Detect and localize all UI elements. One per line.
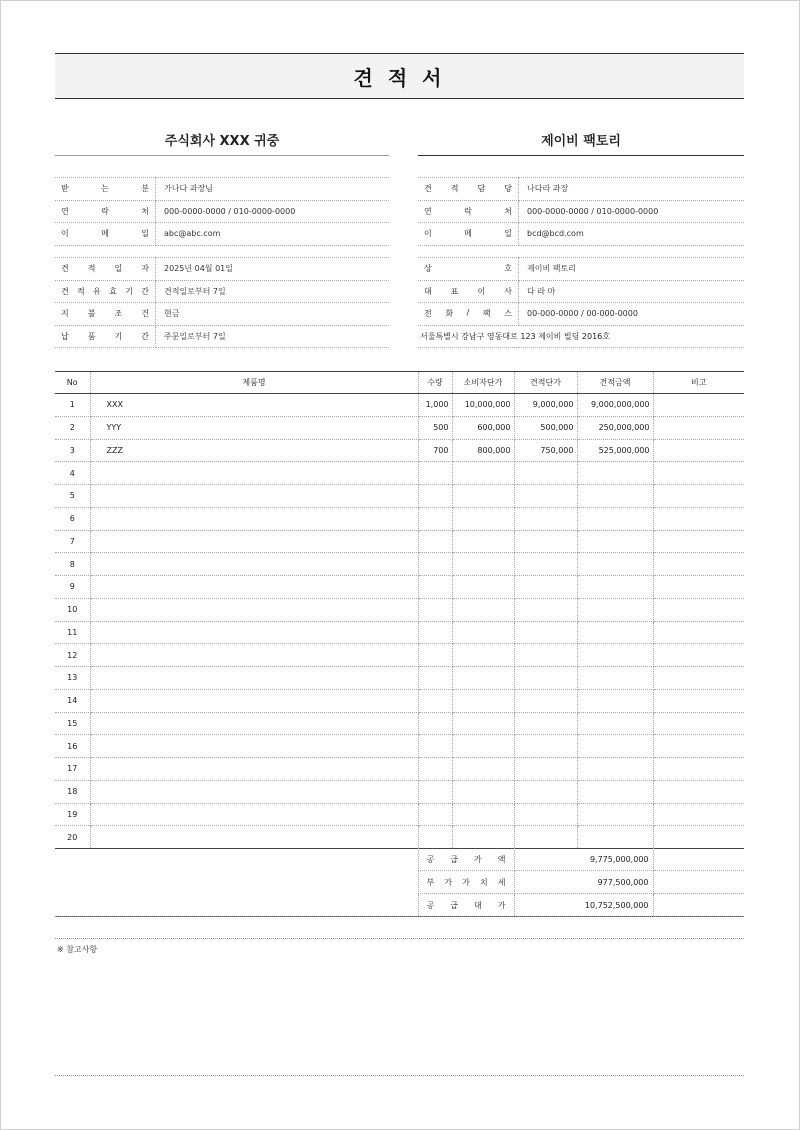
cell-name <box>90 712 418 735</box>
cell-list-price <box>452 485 514 508</box>
cell-qty: 1,000 <box>418 394 452 417</box>
cell-amount <box>577 780 653 803</box>
cell-note <box>653 507 744 530</box>
cell-name <box>90 758 418 781</box>
cell-unit-price <box>514 598 577 621</box>
info-label-char: / <box>466 308 470 318</box>
info-label-char: 처 <box>504 206 512 216</box>
info-label <box>418 178 519 201</box>
info-row <box>55 325 389 348</box>
cell-amount <box>577 462 653 485</box>
cell-list-price: 600,000 <box>452 416 514 439</box>
info-label <box>418 258 519 281</box>
cell-name <box>90 621 418 644</box>
cell-no: 4 <box>55 462 90 485</box>
info-label-char: 메 <box>464 229 472 239</box>
info-label-char: 는 <box>101 184 109 194</box>
cell-qty <box>418 553 452 576</box>
total-value: 9,775,000,000 <box>514 848 653 871</box>
info-label-char: 연 <box>61 206 69 216</box>
info-label-char: 메 <box>101 229 109 239</box>
cell-unit-price <box>514 735 577 758</box>
table-row <box>55 780 744 803</box>
cell-amount <box>577 667 653 690</box>
total-label <box>418 871 514 894</box>
info-label-char: 분 <box>141 184 149 194</box>
cell-qty <box>418 644 452 667</box>
table-row <box>55 712 744 735</box>
table-row <box>55 507 744 530</box>
table-row <box>55 530 744 553</box>
cell-amount <box>577 712 653 735</box>
cell-unit-price <box>514 553 577 576</box>
info-row <box>418 280 744 303</box>
cell-note <box>653 826 744 849</box>
info-label <box>55 223 156 246</box>
info-label-char: 간 <box>141 331 149 341</box>
cell-note <box>653 803 744 826</box>
table-row <box>55 735 744 758</box>
cell-amount: 525,000,000 <box>577 439 653 462</box>
info-label-char: 적 <box>77 286 85 296</box>
cell-no: 14 <box>55 689 90 712</box>
cell-note <box>653 689 744 712</box>
cell-amount <box>577 621 653 644</box>
info-label-char: 유 <box>93 286 101 296</box>
info-value: 나다라 과장 <box>519 178 745 201</box>
info-value: 가나다 과장님 <box>156 178 390 201</box>
cell-amount <box>577 530 653 553</box>
supplier-address: 서울특별시 강남구 영동대로 123 제이비 빌딩 2016호 <box>418 325 744 348</box>
info-label-char: 처 <box>141 206 149 216</box>
supplier-contact-table <box>418 177 744 246</box>
info-label-char: 건 <box>141 309 149 319</box>
cell-unit-price <box>514 689 577 712</box>
info-label-char: 이 <box>424 229 432 239</box>
cell-no: 1 <box>55 394 90 417</box>
info-label-char: 표 <box>450 286 459 296</box>
table-row <box>55 576 744 599</box>
total-label-char: 가 <box>444 877 453 887</box>
info-label-char: 상 <box>424 264 432 274</box>
table-row <box>55 758 744 781</box>
info-label-char: 자 <box>141 264 149 274</box>
info-label-char: 연 <box>424 206 432 216</box>
cell-qty <box>418 689 452 712</box>
note-label: ※ 참고사항 <box>57 945 98 954</box>
info-value: abc@abc.com <box>156 223 390 246</box>
cell-list-price <box>452 644 514 667</box>
recipient-heading: 주식회사 XXX 귀중 <box>55 123 389 156</box>
cell-qty: 700 <box>418 439 452 462</box>
cell-name <box>90 507 418 530</box>
info-row <box>55 258 389 281</box>
cell-list-price: 800,000 <box>452 439 514 462</box>
cell-name <box>90 667 418 690</box>
info-label <box>55 200 156 223</box>
cell-name: XXX <box>90 394 418 417</box>
cell-amount <box>577 507 653 530</box>
info-label-char: 받 <box>61 184 69 194</box>
cell-unit-price <box>514 780 577 803</box>
info-label <box>55 178 156 201</box>
info-label-char: 효 <box>109 286 117 296</box>
info-label <box>55 303 156 326</box>
info-label-char: 불 <box>87 309 96 319</box>
info-label-char: 화 <box>445 309 454 319</box>
info-label <box>418 303 519 326</box>
cell-name <box>90 530 418 553</box>
cell-unit-price <box>514 576 577 599</box>
cell-list-price <box>452 667 514 690</box>
cell-no: 11 <box>55 621 90 644</box>
cell-name <box>90 644 418 667</box>
cell-amount <box>577 576 653 599</box>
cell-unit-price <box>514 485 577 508</box>
info-label <box>418 280 519 303</box>
supplier-heading: 제이비 팩토리 <box>418 123 744 156</box>
info-label-char: 팩 <box>482 309 491 319</box>
cell-qty <box>418 507 452 530</box>
cell-note <box>653 621 744 644</box>
cell-note <box>653 735 744 758</box>
cell-list-price <box>452 826 514 849</box>
cell-unit-price <box>514 667 577 690</box>
table-row <box>55 394 744 417</box>
cell-no: 10 <box>55 598 90 621</box>
info-label-char: 적 <box>450 184 459 194</box>
info-value: 주문일로부터 7일 <box>156 325 390 348</box>
info-label-char: 락 <box>101 206 109 216</box>
table-row <box>55 667 744 690</box>
info-label-char: 납 <box>61 331 69 341</box>
info-row <box>55 178 389 201</box>
cell-unit-price <box>514 826 577 849</box>
cell-no: 13 <box>55 667 90 690</box>
info-label-char: 간 <box>141 286 149 296</box>
table-row <box>55 826 744 849</box>
info-label-char: 적 <box>87 264 96 274</box>
info-label-char: 이 <box>61 229 69 239</box>
cell-no: 17 <box>55 758 90 781</box>
cell-amount <box>577 689 653 712</box>
cell-name <box>90 553 418 576</box>
totals-row <box>55 848 744 871</box>
info-label-char: 견 <box>424 184 432 194</box>
title-bar <box>55 53 744 99</box>
items-header-row <box>55 372 744 394</box>
cell-amount <box>577 485 653 508</box>
cell-name <box>90 485 418 508</box>
totals-table <box>55 848 744 917</box>
info-label <box>55 280 156 303</box>
cell-list-price <box>452 598 514 621</box>
cell-qty <box>418 712 452 735</box>
cell-qty <box>418 735 452 758</box>
cell-list-price <box>452 507 514 530</box>
cell-unit-price <box>514 507 577 530</box>
cell-qty <box>418 530 452 553</box>
cell-list-price <box>452 689 514 712</box>
info-row <box>55 303 389 326</box>
table-row <box>55 439 744 462</box>
cell-qty <box>418 485 452 508</box>
cell-name: ZZZ <box>90 439 418 462</box>
cell-qty <box>418 826 452 849</box>
total-label-char: 급 <box>450 900 458 910</box>
info-label-char: 전 <box>424 309 432 319</box>
cell-note <box>653 553 744 576</box>
divider-line <box>55 938 744 939</box>
info-label-char: 스 <box>504 309 512 319</box>
info-label-char: 당 <box>504 184 512 194</box>
info-label-char: 대 <box>424 286 432 296</box>
cell-no: 6 <box>55 507 90 530</box>
cell-list-price <box>452 712 514 735</box>
info-value: 2025년 04월 01일 <box>156 258 390 281</box>
cell-list-price <box>452 735 514 758</box>
total-label-char: 치 <box>479 877 488 887</box>
cell-name: YYY <box>90 416 418 439</box>
cell-unit-price: 500,000 <box>514 416 577 439</box>
cell-note <box>653 416 744 439</box>
info-value: 00-000-0000 / 00-000-0000 <box>519 303 745 326</box>
info-value: 현금 <box>156 303 390 326</box>
info-row <box>55 280 389 303</box>
blank-cell <box>55 871 418 894</box>
total-label-char: 대 <box>474 900 482 910</box>
info-value: 다 라 마 <box>519 280 745 303</box>
cell-list-price <box>452 576 514 599</box>
table-row <box>55 689 744 712</box>
column-header: 수량 <box>418 372 452 394</box>
total-label-char: 급 <box>450 854 458 864</box>
info-label <box>418 200 519 223</box>
cell-note <box>653 712 744 735</box>
info-label <box>55 258 156 281</box>
table-row <box>55 553 744 576</box>
total-label-char: 공 <box>426 854 435 864</box>
blank-cell <box>653 871 744 894</box>
table-row <box>55 598 744 621</box>
cell-unit-price <box>514 530 577 553</box>
info-label-char: 기 <box>125 286 133 296</box>
cell-note <box>653 576 744 599</box>
total-value: 977,500,000 <box>514 871 653 894</box>
cell-unit-price <box>514 462 577 485</box>
cell-no: 7 <box>55 530 90 553</box>
info-label-char: 담 <box>477 184 486 194</box>
cell-unit-price: 750,000 <box>514 439 577 462</box>
cell-list-price <box>452 621 514 644</box>
cell-no: 12 <box>55 644 90 667</box>
info-label-char: 조 <box>114 309 123 319</box>
table-row <box>55 462 744 485</box>
table-row <box>55 485 744 508</box>
cell-qty <box>418 576 452 599</box>
cell-unit-price <box>514 644 577 667</box>
cell-amount <box>577 826 653 849</box>
total-label-char: 액 <box>497 854 506 864</box>
cell-qty <box>418 780 452 803</box>
cell-amount: 9,000,000,000 <box>577 394 653 417</box>
cell-no: 16 <box>55 735 90 758</box>
recipient-contact-table <box>55 177 389 246</box>
cell-note <box>653 394 744 417</box>
cell-qty: 500 <box>418 416 452 439</box>
info-label-char: 이 <box>477 286 486 296</box>
info-value: 제이비 팩토리 <box>519 258 745 281</box>
cell-name <box>90 576 418 599</box>
info-row <box>418 200 744 223</box>
cell-list-price: 10,000,000 <box>452 394 514 417</box>
cell-amount <box>577 553 653 576</box>
info-value: 견적일로부터 7일 <box>156 280 390 303</box>
cell-no: 3 <box>55 439 90 462</box>
cell-note <box>653 439 744 462</box>
cell-name <box>90 598 418 621</box>
table-row <box>55 803 744 826</box>
cell-unit-price <box>514 803 577 826</box>
cell-name <box>90 462 418 485</box>
cell-unit-price <box>514 621 577 644</box>
cell-qty <box>418 667 452 690</box>
info-label-char: 견 <box>61 264 69 274</box>
cell-qty <box>418 621 452 644</box>
info-label-char: 지 <box>61 309 69 319</box>
totals-row <box>55 871 744 894</box>
info-row <box>418 178 744 201</box>
info-label-char: 일 <box>114 264 123 274</box>
table-row <box>55 416 744 439</box>
table-row <box>55 621 744 644</box>
column-header: 소비자단가 <box>452 372 514 394</box>
cell-note <box>653 462 744 485</box>
info-label-char: 일 <box>141 229 149 239</box>
cell-no: 15 <box>55 712 90 735</box>
cell-list-price <box>452 530 514 553</box>
cell-list-price <box>452 553 514 576</box>
column-header: 견적단가 <box>514 372 577 394</box>
cell-note <box>653 530 744 553</box>
total-label-char: 가 <box>462 877 470 887</box>
cell-amount <box>577 735 653 758</box>
document-title: 견 적 서 <box>353 65 446 90</box>
cell-note <box>653 598 744 621</box>
info-value: 000-0000-0000 / 010-0000-0000 <box>156 200 390 223</box>
info-label-char: 일 <box>504 229 512 239</box>
totals-row <box>55 894 744 917</box>
cell-no: 2 <box>55 416 90 439</box>
total-label <box>418 894 514 917</box>
cell-qty <box>418 758 452 781</box>
cell-no: 8 <box>55 553 90 576</box>
info-row <box>418 223 744 246</box>
total-value: 10,752,500,000 <box>514 894 653 917</box>
quote-terms-table <box>55 257 389 348</box>
cell-note <box>653 644 744 667</box>
cell-no: 19 <box>55 803 90 826</box>
info-label-char: 락 <box>464 206 472 216</box>
blank-cell <box>653 894 744 917</box>
cell-name <box>90 735 418 758</box>
info-label-char: 호 <box>504 264 512 274</box>
total-label-char: 공 <box>426 900 435 910</box>
cell-note <box>653 758 744 781</box>
info-row <box>418 258 744 281</box>
total-label-char: 세 <box>497 877 506 887</box>
info-row <box>418 303 744 326</box>
cell-amount <box>577 644 653 667</box>
info-row <box>55 223 389 246</box>
cell-list-price <box>452 462 514 485</box>
cell-unit-price: 9,000,000 <box>514 394 577 417</box>
divider-line <box>55 1075 744 1076</box>
info-label-char: 품 <box>87 331 96 341</box>
column-header: 비고 <box>653 372 744 394</box>
info-value: 000-0000-0000 / 010-0000-0000 <box>519 200 745 223</box>
cell-qty <box>418 598 452 621</box>
column-header: 견적금액 <box>577 372 653 394</box>
total-label-char: 가 <box>474 854 482 864</box>
cell-amount <box>577 598 653 621</box>
cell-amount <box>577 758 653 781</box>
cell-list-price <box>452 758 514 781</box>
cell-no: 9 <box>55 576 90 599</box>
cell-unit-price <box>514 712 577 735</box>
info-label-char: 견 <box>61 286 69 296</box>
info-label <box>418 223 519 246</box>
cell-name <box>90 826 418 849</box>
cell-amount <box>577 803 653 826</box>
blank-cell <box>55 894 418 917</box>
divider-line <box>55 916 744 917</box>
cell-no: 18 <box>55 780 90 803</box>
cell-list-price <box>452 780 514 803</box>
info-label-char: 사 <box>504 286 512 296</box>
total-label <box>418 848 514 871</box>
cell-no: 5 <box>55 485 90 508</box>
cell-note <box>653 780 744 803</box>
blank-cell <box>55 848 418 871</box>
items-table <box>55 371 744 849</box>
cell-no: 20 <box>55 826 90 849</box>
supplier-company-table <box>418 257 744 348</box>
cell-amount: 250,000,000 <box>577 416 653 439</box>
blank-cell <box>653 848 744 871</box>
info-label <box>55 325 156 348</box>
total-label-char: 부 <box>426 877 435 887</box>
cell-qty <box>418 462 452 485</box>
table-row <box>55 644 744 667</box>
cell-unit-price <box>514 758 577 781</box>
cell-note <box>653 667 744 690</box>
cell-list-price <box>452 803 514 826</box>
column-header: No <box>55 372 90 394</box>
info-row <box>55 200 389 223</box>
total-label-char: 가 <box>497 900 506 910</box>
cell-qty <box>418 803 452 826</box>
cell-note <box>653 485 744 508</box>
cell-name <box>90 689 418 712</box>
cell-name <box>90 780 418 803</box>
address-row <box>418 325 744 348</box>
info-label-char: 기 <box>114 331 123 341</box>
info-value: bcd@bcd.com <box>519 223 745 246</box>
cell-name <box>90 803 418 826</box>
column-header: 제품명 <box>90 372 418 394</box>
